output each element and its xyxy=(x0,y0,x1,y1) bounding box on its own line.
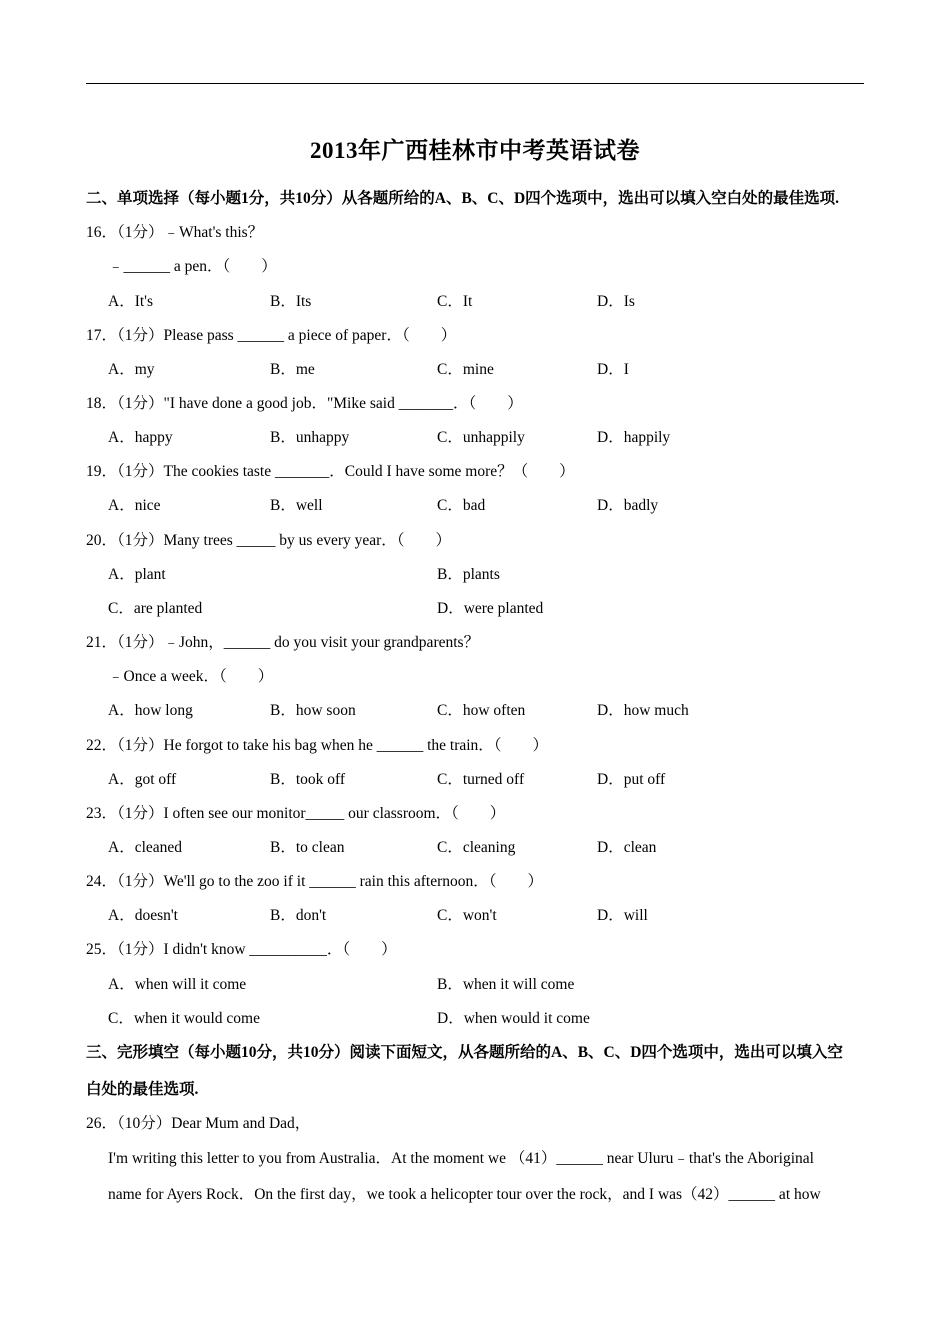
q20-option-d: D．were planted xyxy=(437,600,544,617)
q19-option-a: A．nice xyxy=(108,497,161,514)
section-2-header: 二、单项选择（每小题1分，共10分）从各题所给的A、B、C、D四个选项中，选出可以填入空白处的最佳选项. xyxy=(86,190,840,207)
q22-option-a: A．got off xyxy=(108,771,177,788)
q26-paragraph-line1: I'm writing this letter to you from Australia．At the moment we （41）______ near Uluru﹣that's the Aboriginal xyxy=(108,1150,814,1167)
q20-option-a: A．plant xyxy=(108,566,166,583)
q16-option-a: A．It's xyxy=(108,293,153,310)
q16-stem: 16．（1分）﹣What's this？ xyxy=(86,224,264,241)
page-title: 2013年广西桂林市中考英语试卷 xyxy=(310,138,640,163)
q20-option-b: B．plants xyxy=(437,566,500,583)
q18-stem: 18．（1分）"I have done a good job．"Mike said _______．（ ） xyxy=(86,395,523,412)
q25-option-c: C．when it would come xyxy=(108,1010,260,1027)
q17-option-d: D．I xyxy=(597,361,629,378)
q25-option-b: B．when it will come xyxy=(437,976,575,993)
q23-option-c: C．cleaning xyxy=(437,839,516,856)
q21-stem: 21．（1分）﹣John，______ do you visit your grandparents？ xyxy=(86,634,480,651)
q24-stem: 24．（1分）We'll go to the zoo if it ______ rain this afternoon．（ ） xyxy=(86,873,544,890)
q26-paragraph-line2: name for Ayers Rock．On the first day，we took a helicopter tour over the rock，and I was（42）______ at how xyxy=(108,1186,821,1203)
q19-stem: 19．（1分）The cookies taste _______．Could I have some more？（ ） xyxy=(86,463,575,480)
q20-option-c: C．are planted xyxy=(108,600,203,617)
q24-option-c: C．won't xyxy=(437,907,497,924)
q21-sub: ﹣Once a week．（ ） xyxy=(108,668,274,685)
q24-option-b: B．don't xyxy=(270,907,327,924)
q22-option-c: C．turned off xyxy=(437,771,525,788)
q23-option-b: B．to clean xyxy=(270,839,345,856)
q22-option-d: D．put off xyxy=(597,771,666,788)
q18-option-c: C．unhappily xyxy=(437,429,525,446)
q17-stem: 17．（1分）Please pass ______ a piece of paper．（ ） xyxy=(86,327,457,344)
q25-stem: 25．（1分）I didn't know __________．（ ） xyxy=(86,941,397,958)
q16-option-b: B．Its xyxy=(270,293,312,310)
q22-option-b: B．took off xyxy=(270,771,346,788)
q19-option-b: B．well xyxy=(270,497,323,514)
q17-option-a: A．my xyxy=(108,361,155,378)
q20-stem: 20．（1分）Many trees _____ by us every year．（ ） xyxy=(86,532,452,549)
q21-option-c: C．how often xyxy=(437,702,526,719)
q23-option-d: D．clean xyxy=(597,839,657,856)
q23-option-a: A．cleaned xyxy=(108,839,183,856)
q17-option-b: B．me xyxy=(270,361,315,378)
q16-option-d: D．Is xyxy=(597,293,635,310)
q24-option-a: A．doesn't xyxy=(108,907,178,924)
q17-option-c: C．mine xyxy=(437,361,494,378)
q16-option-c: C．It xyxy=(437,293,473,310)
q21-option-d: D．how much xyxy=(597,702,689,719)
q18-option-d: D．happily xyxy=(597,429,671,446)
q18-option-a: A．happy xyxy=(108,429,173,446)
q21-option-a: A．how long xyxy=(108,702,193,719)
q25-option-a: A．when will it come xyxy=(108,976,247,993)
q19-option-d: D．badly xyxy=(597,497,659,514)
q25-option-d: D．when would it come xyxy=(437,1010,590,1027)
header-rule xyxy=(86,83,864,84)
q21-option-b: B．how soon xyxy=(270,702,356,719)
q26-stem: 26．（10分）Dear Mum and Dad， xyxy=(86,1115,311,1132)
q18-option-b: B．unhappy xyxy=(270,429,350,446)
q24-option-d: D．will xyxy=(597,907,648,924)
q23-stem: 23．（1分）I often see our monitor_____ our classroom．（ ） xyxy=(86,805,506,822)
section-3-header-line2: 白处的最佳选项. xyxy=(86,1081,199,1098)
q19-option-c: C．bad xyxy=(437,497,486,514)
q22-stem: 22．（1分）He forgot to take his bag when he ______ the train．（ ） xyxy=(86,737,549,754)
q16-sub: ﹣______ a pen．（ ） xyxy=(108,258,277,275)
section-3-header-line1: 三、完形填空（每小题10分，共10分）阅读下面短文，从各题所给的A、B、C、D四个选项中，选出可以填入空 xyxy=(86,1044,843,1061)
